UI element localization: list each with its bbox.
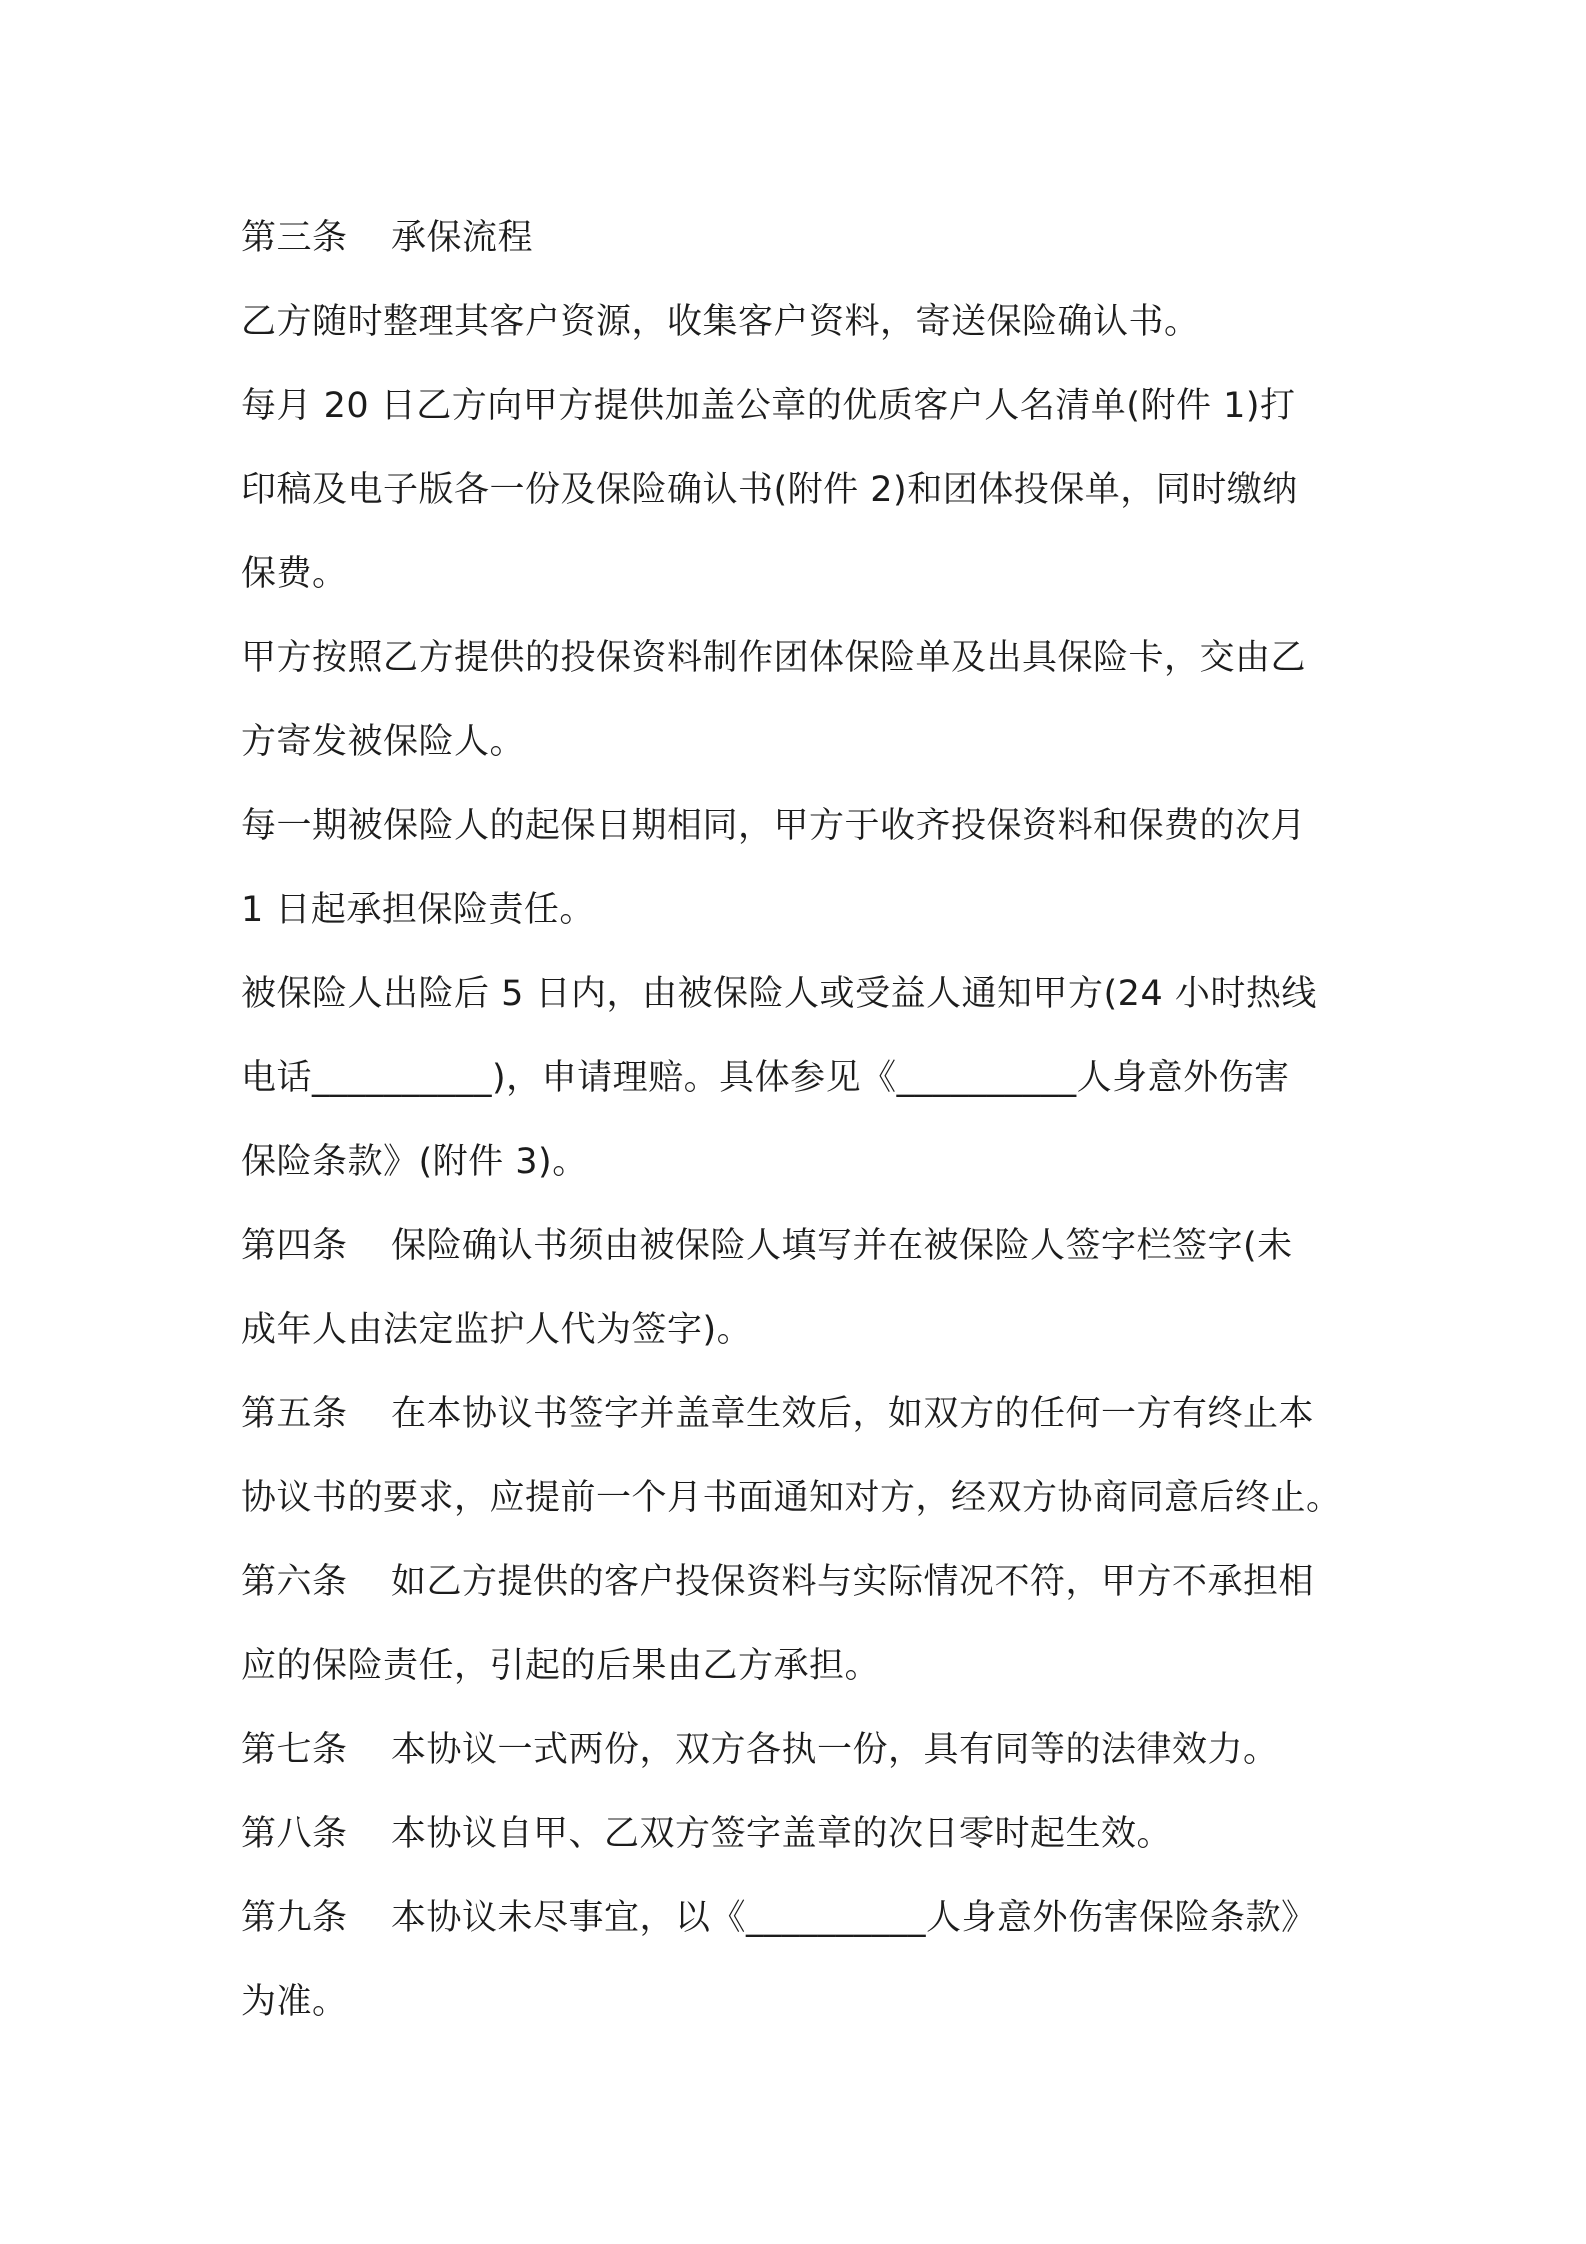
article-text: 本协议一式两份，双方各执一份，具有同等的法律效力。 <box>391 1730 1279 1770</box>
paragraph <box>241 448 1361 532</box>
article-9 <box>241 1876 1361 1960</box>
article-line: 本协议未尽事宜，以《__________人身意外伤害保险条款》 <box>391 1898 1317 1938</box>
article-5 <box>241 1372 1361 1456</box>
article-5-continued <box>241 1456 1361 1540</box>
paragraph <box>241 280 1361 364</box>
article-text: 承保流程 <box>391 218 534 258</box>
article-label: 第六条 <box>241 1562 348 1602</box>
paragraph-text: 乙方随时整理其客户资源，收集客户资料，寄送保险确认书。 <box>241 302 1200 342</box>
paragraph <box>241 364 1361 448</box>
article-label: 第七条 <box>241 1730 348 1770</box>
paragraph-line: 每月 20 日乙方向甲方提供加盖公章的优质客户人名清单(附件 1)打 <box>241 386 1296 426</box>
paragraph-line: 1 日起承担保险责任。 <box>241 890 595 930</box>
paragraph <box>241 616 1361 700</box>
article-8 <box>241 1792 1361 1876</box>
article-line: 成年人由法定监护人代为签字)。 <box>241 1310 753 1350</box>
paragraph-line: 电话__________)，申请理赔。具体参见《__________人身意外伤害 <box>241 1058 1290 1098</box>
article-label: 第四条 <box>241 1226 348 1266</box>
paragraph <box>241 868 1361 952</box>
article-6-continued <box>241 1624 1361 1708</box>
article-label: 第三条 <box>241 218 348 258</box>
paragraph <box>241 1036 1361 1120</box>
paragraph-line: 每一期被保险人的起保日期相同，甲方于收齐投保资料和保费的次月 <box>241 806 1307 846</box>
article-line: 保险确认书须由被保险人填写并在被保险人签字栏签字(未 <box>391 1226 1293 1266</box>
document-body <box>241 196 1361 2044</box>
article-3-heading <box>241 196 1361 280</box>
article-4-continued <box>241 1288 1361 1372</box>
paragraph <box>241 952 1361 1036</box>
paragraph <box>241 700 1361 784</box>
paragraph-line: 甲方按照乙方提供的投保资料制作团体保险单及出具保险卡，交由乙 <box>241 638 1307 678</box>
paragraph <box>241 532 1361 616</box>
article-label: 第五条 <box>241 1394 348 1434</box>
article-line: 应的保险责任，引起的后果由乙方承担。 <box>241 1646 881 1686</box>
article-line: 在本协议书签字并盖章生效后，如双方的任何一方有终止本 <box>391 1394 1315 1434</box>
paragraph <box>241 1120 1361 1204</box>
paragraph-line: 印稿及电子版各一份及保险确认书(附件 2)和团体投保单，同时缴纳 <box>241 470 1298 510</box>
paragraph-line: 保费。 <box>241 554 348 594</box>
article-6 <box>241 1540 1361 1624</box>
paragraph-line: 方寄发被保险人。 <box>241 722 526 762</box>
article-9-continued <box>241 1960 1361 2044</box>
article-label: 第八条 <box>241 1814 348 1854</box>
article-line: 协议书的要求，应提前一个月书面通知对方，经双方协商同意后终止。 <box>241 1478 1342 1518</box>
paragraph-line: 保险条款》(附件 3)。 <box>241 1142 588 1182</box>
article-text: 本协议自甲、乙双方签字盖章的次日零时起生效。 <box>391 1814 1173 1854</box>
article-label: 第九条 <box>241 1898 348 1938</box>
article-line: 为准。 <box>241 1982 348 2022</box>
article-line: 如乙方提供的客户投保资料与实际情况不符，甲方不承担相 <box>391 1562 1315 1602</box>
paragraph-line: 被保险人出险后 5 日内，由被保险人或受益人通知甲方(24 小时热线 <box>241 974 1317 1014</box>
paragraph <box>241 784 1361 868</box>
article-7 <box>241 1708 1361 1792</box>
article-4 <box>241 1204 1361 1288</box>
